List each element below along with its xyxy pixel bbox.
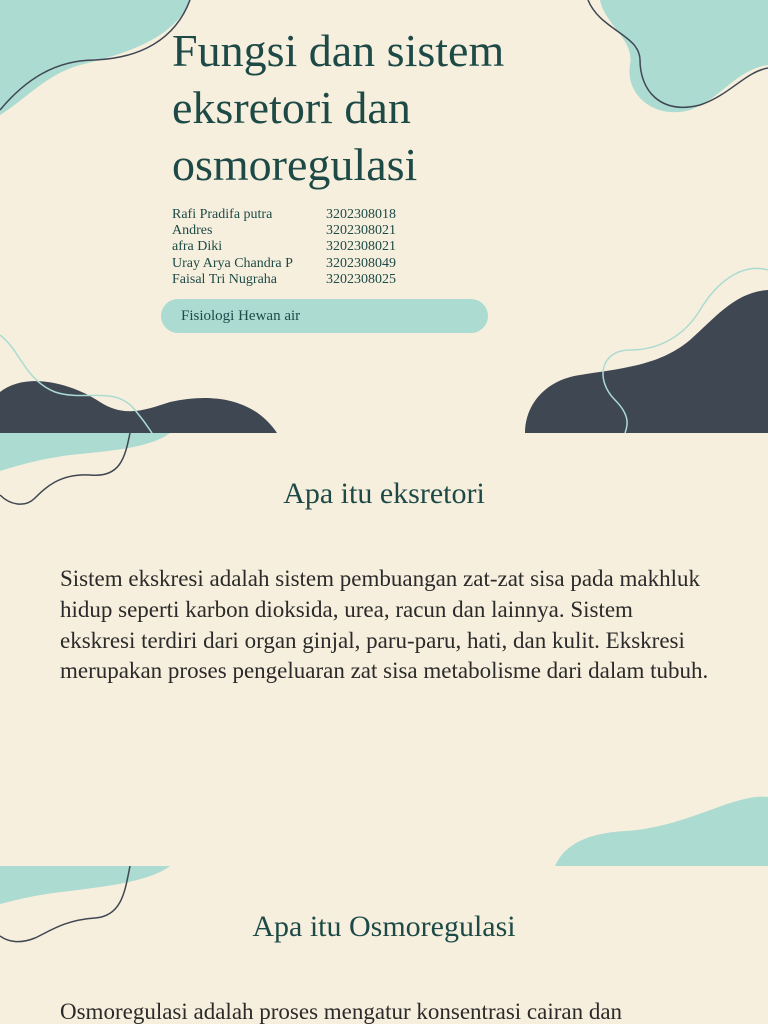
member-row (172, 223, 396, 239)
member-name: Rafi Pradifa putra (172, 207, 273, 222)
member-id: 3202308018 (326, 207, 396, 222)
section-heading: Apa itu Osmoregulasi (252, 910, 516, 943)
member-id: 3202308021 (326, 223, 396, 239)
member-id: 3202308025 (326, 271, 396, 287)
member-list (172, 207, 396, 288)
member-row (172, 239, 396, 255)
member-name: Andres (172, 223, 213, 239)
member-name: Uray Arya Chandra P (172, 255, 293, 271)
course-label: Fisiologi Hewan air (161, 299, 488, 333)
member-name: afra Diki (172, 239, 223, 255)
member-id: 3202308021 (326, 239, 396, 255)
title-slide (0, 0, 768, 433)
section-body: Osmoregulasi adalah proses mengatur konsentrasi cairan dan (60, 999, 623, 1024)
member-name: Faisal Tri Nugraha (172, 271, 277, 287)
member-row (172, 272, 396, 288)
member-row (172, 207, 396, 223)
member-id: 3202308049 (326, 255, 396, 271)
section-heading: Apa itu eksretori (283, 477, 485, 510)
eksretori-slide (0, 433, 768, 866)
osmoregulasi-slide (0, 866, 768, 1024)
section-body: Sistem ekskresi adalah sistem pembuangan zat-zat sisa pada makhluk hidup seperti karbon dioksida, urea, racun dan lainnya. Sistem ekskresi terdiri dari organ ginjal, paru-paru, hati, dan kulit. Ekskresi merupakan proses pengeluaran zat sisa metabolisme dari dalam tubuh. (60, 566, 709, 684)
member-row (172, 256, 396, 272)
presentation-title: Fungsi dan sistem eksretori dan osmoregulasi (172, 25, 505, 190)
